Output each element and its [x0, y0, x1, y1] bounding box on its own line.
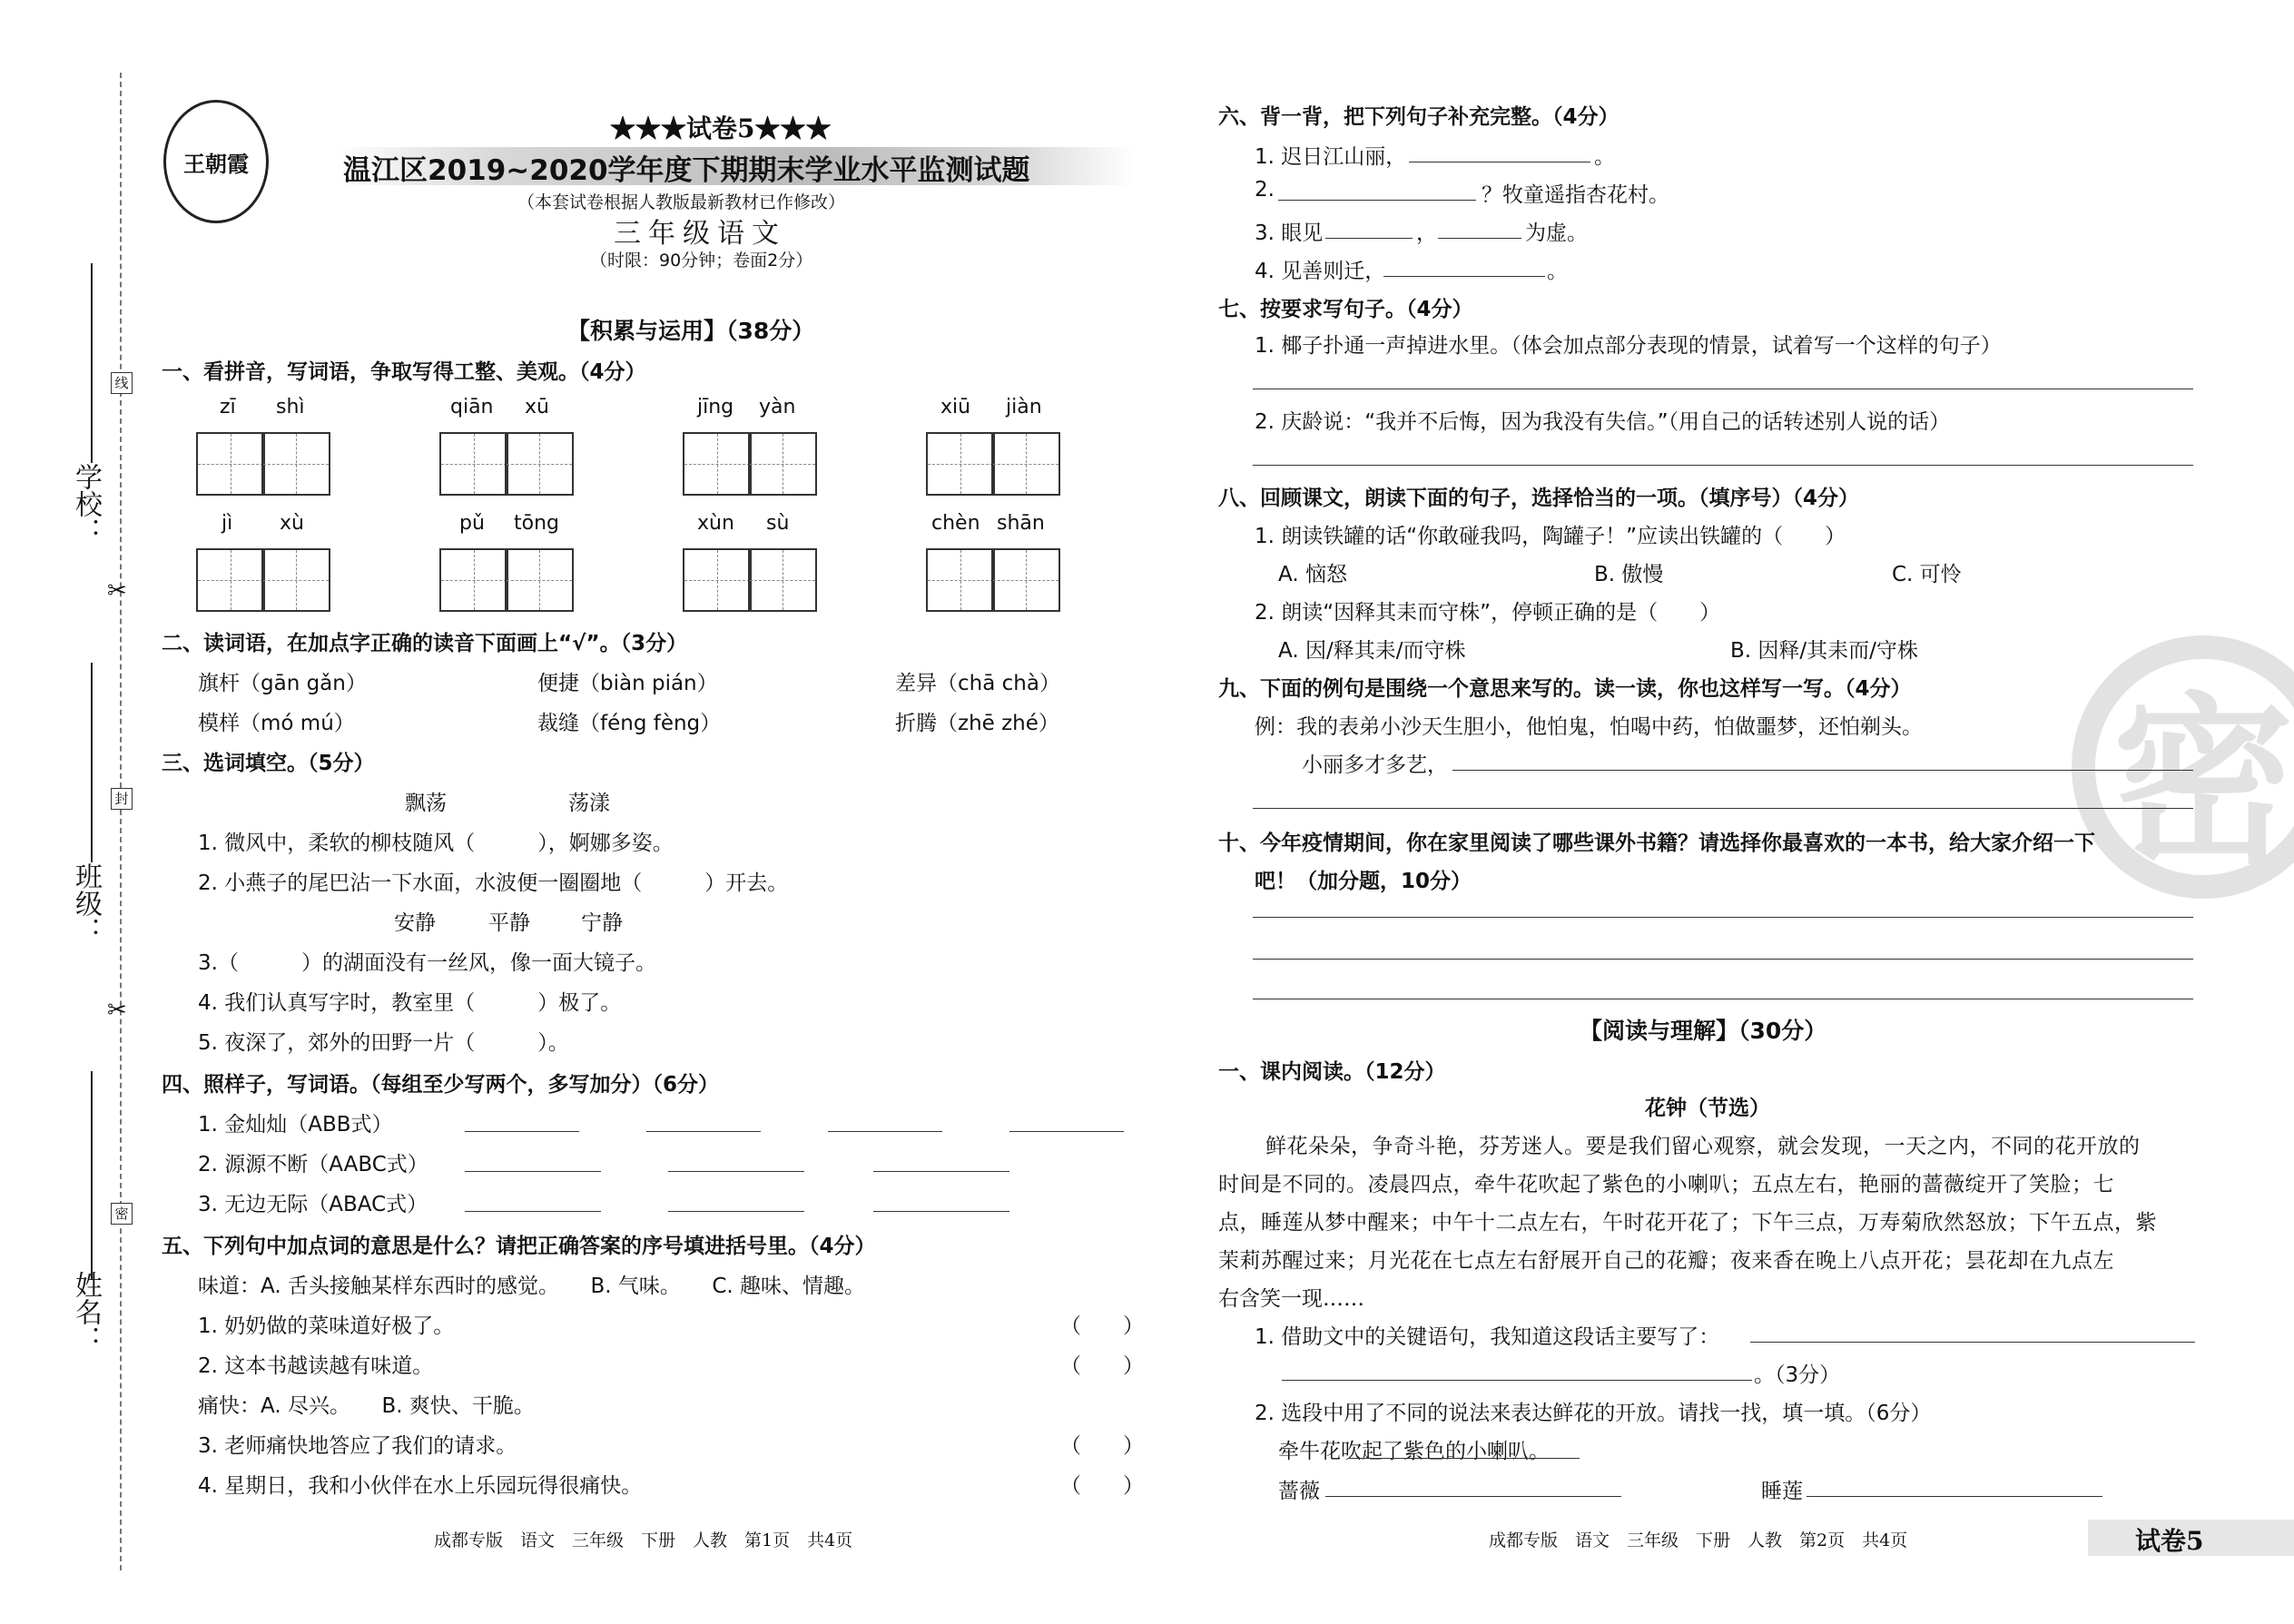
passage-line: 右含笑一现……	[1218, 1287, 1364, 1311]
q3-sentence[interactable]: 3.（ ）的湖面没有一丝风，像一面大镜子。	[198, 951, 656, 975]
answer-line[interactable]	[1009, 1131, 1124, 1132]
char-box[interactable]	[683, 548, 752, 612]
answer-bracket[interactable]: （ ）	[1060, 1434, 1144, 1458]
char-box[interactable]	[748, 432, 817, 496]
char-box[interactable]	[439, 432, 508, 496]
char-box[interactable]	[926, 548, 995, 612]
answer-bracket[interactable]: （ ）	[1060, 1474, 1144, 1498]
q4-item: 3. 无边无际（ABAC式）	[198, 1193, 428, 1216]
char-box[interactable]	[926, 432, 995, 496]
q7-title: 七、按要求写句子。（4分）	[1218, 298, 1473, 321]
answer-line[interactable]	[873, 1211, 1009, 1212]
reading-s1-score: 。（3分）	[1754, 1363, 1841, 1387]
q6-s1b: 。	[1594, 145, 1615, 169]
q9-title: 九、下面的例句是围绕一个意思来写的。读一读，你也这样写一写。（4分）	[1218, 677, 1912, 701]
answer-line[interactable]	[1807, 1496, 2102, 1497]
answer-line[interactable]	[1325, 1496, 1621, 1497]
q6-title: 六、背一背，把下列句子补充完整。（4分）	[1218, 105, 1620, 129]
answer-bracket[interactable]: （ ）	[1060, 1354, 1144, 1378]
time-info: （时限：90分钟；卷面2分）	[590, 251, 813, 271]
grade-subject: 三年级语文	[614, 218, 786, 250]
answer-line[interactable]	[1253, 465, 2193, 466]
char-box[interactable]	[505, 548, 574, 612]
reading-q1-title: 一、课内阅读。（12分）	[1218, 1060, 1446, 1084]
q2-item[interactable]: 差异（chā chà）	[895, 672, 1060, 695]
answer-line[interactable]	[668, 1171, 804, 1172]
word-option: 安静	[394, 911, 436, 935]
pinyin: tōng	[514, 512, 559, 535]
answer-line[interactable]	[1325, 238, 1413, 239]
seal-mark-mi: 密	[111, 1203, 133, 1225]
answer-line[interactable]	[1253, 959, 2193, 960]
q8-option[interactable]: C. 可怜	[1892, 563, 1962, 586]
answer-line[interactable]	[1383, 276, 1545, 277]
q8-title: 八、回顾课文，朗读下面的句子，选择恰当的一项。（填序号）（4分）	[1218, 487, 1860, 510]
passage-title: 花钟（节选）	[1645, 1097, 1770, 1120]
answer-line[interactable]	[465, 1171, 601, 1172]
exam-number: ★★★试卷5★★★	[610, 113, 832, 143]
passage-line: 时间是不同的。凌晨四点，牵牛花吹起了紫色的小喇叭；五点左右，艳丽的蔷薇绽开了笑脸；七	[1218, 1173, 2114, 1196]
pinyin: jiàn	[1006, 396, 1042, 418]
passage-line: 茉莉苏醒过来；月光花在七点左右舒展开自己的花瓣；夜来香在晚上八点开花；昙花却在九点左	[1218, 1249, 2114, 1273]
pinyin: jì	[222, 512, 233, 535]
answer-line[interactable]	[1452, 770, 2193, 771]
answer-line[interactable]	[465, 1131, 579, 1132]
seal-mark-feng: 封	[111, 788, 133, 810]
q2-item[interactable]: 裁缝（féng fèng）	[537, 712, 722, 735]
char-box[interactable]	[683, 432, 752, 496]
word-option: 荡漾	[568, 792, 610, 815]
q3-sentence[interactable]: 2. 小燕子的尾巴沾一下水面，水波便一圈圈地（ ）开去。	[198, 871, 789, 895]
q2-item[interactable]: 模样（mó mú）	[198, 712, 355, 735]
char-box[interactable]	[505, 432, 574, 496]
footer-right: 成都专版 语文 三年级 下册 人教 第2页 共4页	[1489, 1530, 1908, 1550]
char-box[interactable]	[991, 548, 1060, 612]
flower-label: 蔷薇	[1278, 1480, 1320, 1503]
q6-s3a: 3. 眼见	[1255, 221, 1324, 245]
q5-sentence: 1. 奶奶做的菜味道好极了。	[198, 1314, 455, 1338]
exam-title: 温江区2019~2020学年度下期期末学业水平监测试题	[343, 154, 1030, 187]
answer-line[interactable]	[1438, 238, 1521, 239]
q2-title: 二、读词语，在加点字正确的读音下面画上“√”。（3分）	[162, 632, 688, 655]
answer-line[interactable]	[1282, 1380, 1752, 1381]
char-box[interactable]	[196, 548, 265, 612]
char-box[interactable]	[991, 432, 1060, 496]
q4-item: 2. 源源不断（AABC式）	[198, 1153, 428, 1176]
pinyin: xùn	[697, 512, 734, 535]
char-box[interactable]	[439, 548, 508, 612]
school-label: 学校：	[70, 463, 102, 545]
q1-title: 一、看拼音，写词语，争取写得工整、美观。（4分）	[162, 360, 646, 384]
q3-sentence[interactable]: 5. 夜深了，郊外的田野一片（ ）。	[198, 1031, 569, 1055]
q10-title: 十、今年疫情期间，你在家里阅读了哪些课外书籍？请选择你最喜欢的一本书，给大家介绍一下	[1218, 832, 2095, 855]
answer-line[interactable]	[1253, 808, 2193, 809]
watermark-text: 密	[2112, 676, 2294, 889]
q6-s2a: 2.	[1255, 178, 1275, 202]
footer-badge: 试卷5	[2135, 1526, 2204, 1556]
school-line	[91, 263, 93, 463]
passage-line: 鲜花朵朵，争奇斗艳，芬芳迷人。要是我们留心观察，就会发现，一天之内，不同的花开放的	[1265, 1135, 2141, 1158]
reading-s1: 1. 借助文中的关键语句，我知道这段话主要写了：	[1255, 1325, 1720, 1349]
q2-item[interactable]: 折腾（zhē zhé）	[895, 712, 1059, 735]
example-underline	[1349, 1458, 1580, 1459]
answer-line[interactable]	[1750, 1342, 2195, 1343]
pinyin: xù	[280, 512, 304, 535]
fold-line	[120, 73, 122, 1570]
pinyin: yàn	[759, 396, 796, 418]
reading-s2: 2. 选段中用了不同的说法来表达鲜花的开放。请找一找，填一填。（6分）	[1255, 1402, 1932, 1425]
q8-s2: 2. 朗读“因释其耒而守株”，停顿正确的是（ ）	[1255, 601, 1721, 625]
answer-line[interactable]	[828, 1131, 942, 1132]
q6-s4a: 4. 见善则迁，	[1255, 260, 1386, 283]
answer-line[interactable]	[668, 1211, 804, 1212]
pinyin: shān	[997, 512, 1045, 535]
q6-s2b: ？牧童遥指杏花村。	[1482, 183, 1669, 207]
footer-left: 成都专版 语文 三年级 下册 人教 第1页 共4页	[434, 1530, 853, 1550]
q4-item: 1. 金灿灿（ABB式）	[198, 1113, 393, 1137]
pinyin: zī	[220, 396, 236, 418]
q5-sentence: 2. 这本书越读越有味道。	[198, 1354, 434, 1378]
q5-sentence: 4. 星期日，我和小伙伴在水上乐园玩得很痛快。	[198, 1474, 643, 1498]
q4-title: 四、照样子，写词语。（每组至少写两个，多写加分）（6分）	[162, 1073, 720, 1097]
q9-prompt: 小丽多才多艺，	[1302, 753, 1448, 777]
q6-s4b: 。	[1547, 260, 1568, 283]
answer-line[interactable]	[873, 1171, 1009, 1172]
q7-s1: 1. 椰子扑通一声掉进水里。（体会加点部分表现的情景，试着写一个这样的句子）	[1255, 334, 2002, 358]
q3-sentence[interactable]: 4. 我们认真写字时，教室里（ ）极了。	[198, 991, 622, 1015]
answer-line[interactable]	[1278, 200, 1476, 201]
reading-example: 牵牛花吹起了紫色的小喇叭。	[1278, 1440, 1550, 1463]
q3-sentence[interactable]: 1. 微风中，柔软的柳枝随风（ ），婀娜多姿。	[198, 832, 674, 855]
q8-s1: 1. 朗读铁罐的话“你敢碰我吗，陶罐子！”应读出铁罐的（ ）	[1255, 525, 1846, 548]
word-option: 宁静	[581, 911, 623, 935]
pinyin: qiān	[450, 396, 494, 418]
char-box[interactable]	[748, 548, 817, 612]
q2-item[interactable]: 便捷（biàn pián）	[537, 672, 718, 695]
q6-s3c: 为虚。	[1525, 221, 1588, 245]
q2-item[interactable]: 旗杆（gān gǎn）	[198, 672, 367, 695]
scissors-icon: ✂	[107, 997, 127, 1024]
passage-line: 点，睡莲从梦中醒来；中午十二点左右，午时花开花了；下午三点，万寿菊欣然怒放；下午五点，紫	[1218, 1211, 2157, 1235]
logo-text: 王朝霞	[183, 150, 249, 177]
q6-s1a: 1. 迟日江山丽，	[1255, 145, 1407, 169]
answer-line[interactable]	[1253, 917, 2193, 918]
watermark-seal	[2072, 635, 2294, 899]
q8-option[interactable]: B. 傲慢	[1594, 563, 1664, 586]
part1-title: 【积累与运用】（38分）	[567, 318, 815, 344]
flower-label: 睡莲	[1761, 1480, 1803, 1503]
q8-option[interactable]: A. 因/释其耒/而守株	[1278, 639, 1466, 663]
pinyin: xū	[525, 396, 549, 418]
answer-line[interactable]	[646, 1131, 761, 1132]
q8-option[interactable]: A. 恼怒	[1278, 563, 1347, 586]
answer-bracket[interactable]: （ ）	[1060, 1314, 1144, 1338]
q5-definition: 味道：A. 舌头接触某样东西时的感觉。 B. 气味。 C. 趣味、情趣。	[198, 1275, 866, 1298]
logo	[163, 100, 269, 223]
class-line	[91, 663, 93, 862]
part2-title: 【阅读与理解】（30分）	[1580, 1018, 1827, 1044]
pinyin: chèn	[931, 512, 980, 535]
q5-definition: 痛快：A. 尽兴。 B. 爽快、干脆。	[198, 1394, 535, 1418]
pinyin: shì	[276, 396, 305, 418]
char-box[interactable]	[261, 548, 330, 612]
q10-title-cont: 吧！（加分题，10分）	[1255, 870, 1472, 893]
name-label: 姓名：	[70, 1271, 102, 1353]
q9-example: 例：我的表弟小沙天生胆小，他怕鬼，怕喝中药，怕做噩梦，还怕剃头。	[1255, 715, 1923, 739]
seal-mark-xian: 线	[111, 372, 133, 394]
pinyin: xiū	[940, 396, 971, 418]
class-label: 班级：	[70, 862, 102, 944]
word-option: 飘荡	[405, 792, 447, 815]
q7-s2: 2. 庆龄说：“我并不后悔，因为我没有失信。”（用自己的话转述别人说的话）	[1255, 410, 1951, 434]
q5-sentence: 3. 老师痛快地答应了我们的请求。	[198, 1434, 517, 1458]
char-box[interactable]	[261, 432, 330, 496]
name-line	[91, 1071, 93, 1280]
pinyin: jīng	[697, 396, 734, 418]
char-box[interactable]	[196, 432, 265, 496]
q6-s3b: ，	[1416, 221, 1437, 245]
pinyin: pǔ	[459, 512, 485, 535]
q8-option[interactable]: B. 因释/其耒而/守株	[1730, 639, 1918, 663]
q5-title: 五、下列句中加点词的意思是什么？请把正确答案的序号填进括号里。（4分）	[162, 1235, 876, 1258]
q3-title: 三、选词填空。（5分）	[162, 752, 375, 775]
word-option: 平静	[488, 911, 530, 935]
answer-line[interactable]	[465, 1211, 601, 1212]
pinyin: sù	[766, 512, 790, 535]
scissors-icon: ✂	[107, 577, 127, 605]
exam-subtitle: （本套试卷根据人教版最新教材已作修改）	[517, 192, 846, 212]
